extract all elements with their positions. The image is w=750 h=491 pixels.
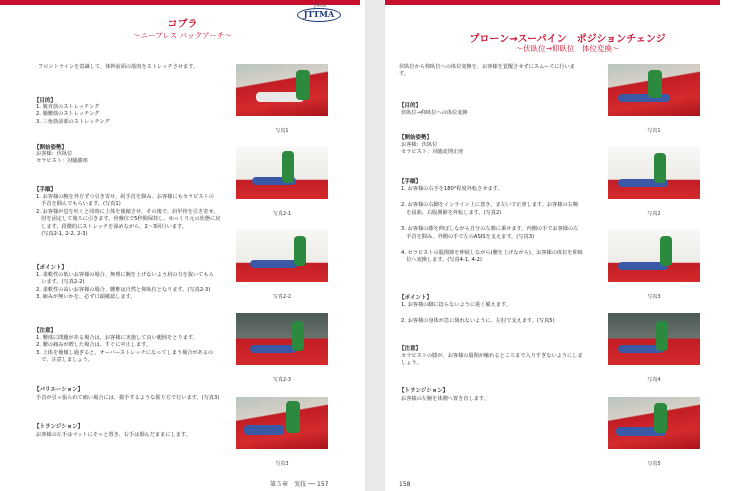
- variation-heading: 【バリエーション】: [34, 387, 84, 393]
- points-list: 1. お客様の脚に捻らないように重く備えます。 2. お客様の身体が急に倒れないように、左肘で支えます。(写真5): [401, 302, 555, 325]
- photo-1: [608, 64, 700, 116]
- photo-2-3: [236, 313, 328, 365]
- caption-3: 写真3: [275, 461, 289, 467]
- page-footer: 158: [399, 481, 411, 488]
- caption-2-3: 写真2-3: [272, 377, 292, 383]
- caption-3: 写真3: [647, 294, 661, 300]
- jttma-logo: JAPAN JTTMA: [295, 3, 345, 27]
- purpose-text: 伏臥位→仰臥位への体位変換: [401, 110, 468, 116]
- caption-4: 写真4: [647, 377, 661, 383]
- start-heading: 【開始姿勢】: [34, 145, 68, 151]
- caption-2-2: 写真2-2: [272, 294, 292, 300]
- photo-3: [236, 397, 328, 449]
- purpose-heading: 【目的】: [399, 103, 422, 109]
- purpose-list: 1. 腹直筋のストレッチング 2. 腸腰筋のストレッチング 3. 三角筋前部のストレッチング: [36, 104, 110, 125]
- steps-heading: 【手順】: [34, 187, 57, 193]
- page-footer: 第５章 実技 ── 157: [270, 481, 329, 488]
- right-page: [385, 0, 750, 491]
- transition-heading: 【トランジション】: [34, 424, 84, 430]
- caption-1: 写真1: [275, 128, 289, 134]
- page-title: プローン→スーパイン ポジションチェンジ: [469, 34, 666, 45]
- page-subtitle: 〜伏臥位→仰臥位 体位変換〜: [515, 44, 620, 53]
- transition-heading: 【トランジション】: [399, 388, 449, 394]
- photo-3: [608, 230, 700, 282]
- left-page: [0, 0, 365, 491]
- points-list: 1. 柔軟性の低いお客様の場合、無理に腕を上げないよう肩の力を抜いてもら います。(写真2-2) 2. 柔軟性の高いお客様の場合、腰椎は自然と仰臥位となります。(写真2-3) 3. 痛みが無いかを、必ず口頭確認します。: [36, 272, 214, 301]
- start-heading: 【開始姿勢】: [399, 135, 433, 141]
- points-heading: 【ポイント】: [399, 295, 433, 301]
- photo-4: [608, 313, 700, 365]
- header-bar: [385, 0, 720, 5]
- notes-heading: 【注意】: [399, 346, 422, 352]
- notes-list: セラピストの膝が、お客様の股関が触れるところまで入りすぎないようにしま しょう。: [401, 353, 583, 367]
- photo-2-1: [236, 147, 328, 199]
- photo-5: [608, 397, 700, 449]
- purpose-heading: 【目的】: [34, 98, 57, 104]
- caption-1: 写真1: [647, 128, 661, 134]
- variation-text: 手首が引っ張られて痛い場合には、握手するような握り方で行います。(写真3): [36, 395, 220, 401]
- notes-heading: 【注意】: [34, 328, 57, 334]
- steps-heading: 【手順】: [399, 179, 422, 185]
- intro-text: 伏臥位から仰臥位への体位変換を、お客様を覚醒させずにスムーズに行いま す。: [399, 64, 575, 78]
- start-list: お客様：伏臥位 セラピスト：対臨膝座: [36, 151, 88, 165]
- photo-1: [236, 64, 328, 116]
- transition-text: お客様の左腕を体側へ置き直します。: [401, 396, 489, 402]
- page-subtitle: 〜ニープレス バックアーチ〜: [133, 31, 232, 40]
- steps-list: 1. お客様の腕を外方ずつ引き寄せ、両手首を掴み、お客様にもセラピストの 手首を掴んでもらいます。(写真1) 2. お客様が息を吐くと同時に上体を後傾させ、その後で、肩甲骨を引き寄せ、 肘を固定して後ろに引きます。骨盤位で5秒間保持し、ゆっくり元の状態に戻 します。段階的にストレッチを深めながら、2〜3回行います。 (写真2-1, 2-2, 2-3): [36, 194, 221, 238]
- intro-text: フロントラインを意識して、体幹前面の筋肉をストレッチさせます。: [38, 64, 199, 70]
- photo-2: [608, 147, 700, 199]
- start-list: お客様：伏臥位 セラピスト：対臨変則正座: [401, 142, 464, 156]
- page-title: コブラ: [167, 19, 198, 30]
- caption-2: 写真2: [647, 211, 661, 217]
- points-heading: 【ポイント】: [34, 265, 68, 271]
- caption-5: 写真5: [647, 461, 661, 467]
- steps-list: 1. お客様の右手を180°程度外転させます。 2. お客様の右脚をインライン上に置き、ま左いで正座します。お客様の右腕 を屈曲、右股関節を外転します。(写真2) 3. お客様の膝を伸ばしながら自分の左膝に乗せます。内側の手でお客様の左 手首を掴み、外側の手で左のASISを支えます。(写真3) 4. セラピストの股関節を伸展しながら(腰を上げながら)、お客様の体位を仰臥 位へ変換します。(写真4-1, 4-2): [401, 186, 583, 264]
- notes-list: 1. 腰部に問題がある場合は、お客様に実施して良い範囲をとります。 2. 腰の痛みが増した場合は、すぐに中止します。 3. 上体を後傾し過ぎると、オーバーストレッチになってしまう場合があるの で、注意しましょう。: [36, 335, 214, 364]
- photo-2-2: [236, 230, 328, 282]
- transition-text: お客様の左手はマットにそっと置き、右手は掴んだままにします。: [36, 432, 191, 438]
- caption-2-1: 写真2-1: [272, 211, 292, 217]
